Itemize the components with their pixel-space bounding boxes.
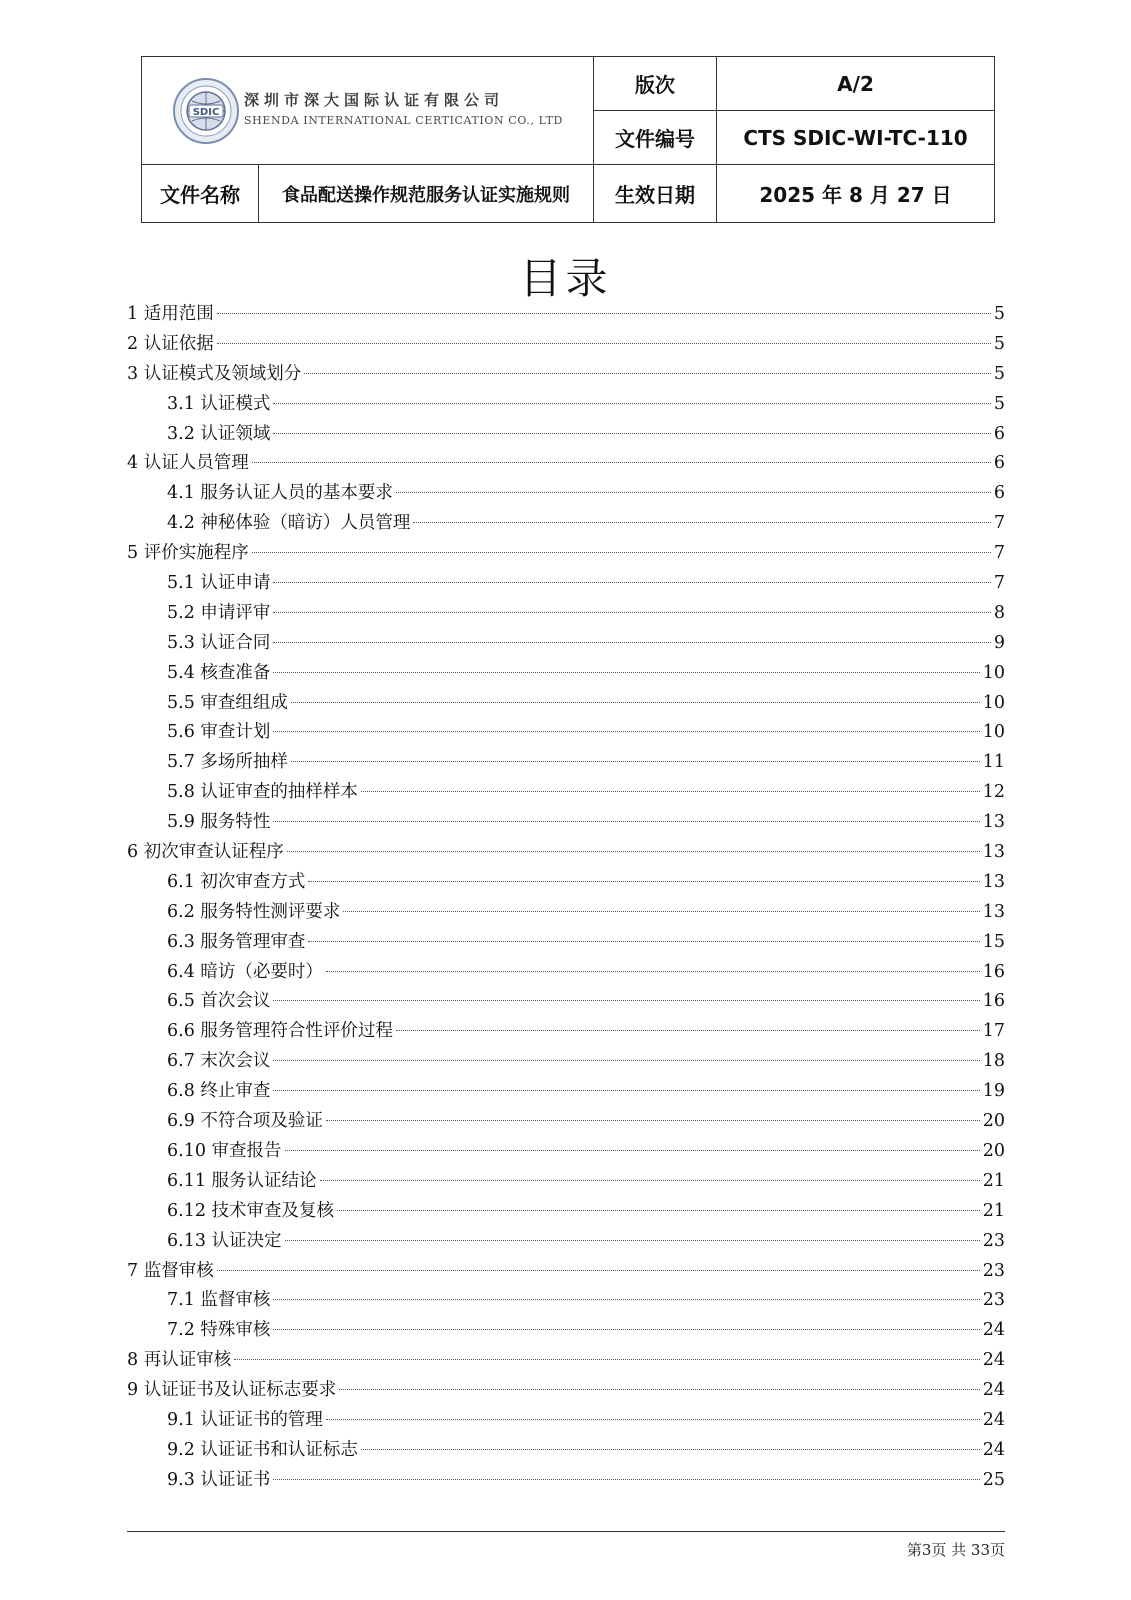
toc-entry-label: 3.2 认证领域	[167, 423, 271, 444]
toc-dot-leader	[217, 313, 991, 314]
toc-entry[interactable]	[127, 569, 1005, 599]
toc-entry-label: 3.1 认证模式	[167, 393, 271, 414]
toc-entry[interactable]	[127, 300, 1005, 330]
company-seal-icon	[172, 77, 240, 145]
toc-dot-leader	[273, 582, 990, 583]
toc-dot-leader	[273, 1060, 979, 1061]
company-name-cn: 深圳市深大国际认证有限公司	[244, 90, 505, 109]
toc-entry[interactable]	[127, 659, 1005, 689]
toc-entry[interactable]	[127, 390, 1005, 420]
toc-entry-label: 6.3 服务管理审查	[167, 931, 306, 952]
doc-no-label: 文件编号	[594, 111, 717, 165]
toc-dot-leader	[291, 702, 980, 703]
toc-entry-label: 1 适用范围	[127, 304, 214, 324]
toc-entry-label: 5.3 认证合同	[167, 632, 271, 653]
toc-entry-label: 6 初次审查认证程序	[127, 842, 284, 863]
footer-divider	[127, 1531, 1005, 1532]
toc-dot-leader	[273, 612, 990, 613]
toc-entry-page: 12	[982, 782, 1005, 803]
toc-entry-page: 16	[982, 961, 1005, 982]
toc-entry[interactable]	[127, 838, 1005, 868]
toc-entry[interactable]	[127, 1436, 1005, 1466]
company-name-en: SHENDA INTERNATIONAL CERTICATION CO., LTD	[244, 113, 563, 127]
company-logo-block	[142, 57, 594, 165]
toc-entry-page: 10	[982, 692, 1005, 713]
toc-entry-label: 6.8 终止审查	[167, 1081, 271, 1102]
toc-entry-label: 6.6 服务管理符合性评价过程	[167, 1021, 393, 1042]
toc-entry-label: 5.7 多场所抽样	[167, 752, 288, 773]
toc-dot-leader	[273, 672, 979, 673]
toc-title: 目录	[519, 254, 612, 303]
toc-entry-page: 21	[982, 1170, 1005, 1191]
toc-entry-label: 5.4 核查准备	[167, 662, 271, 683]
toc-entry[interactable]	[127, 539, 1005, 569]
toc-entry-page: 19	[982, 1081, 1005, 1102]
toc-dot-leader	[252, 462, 991, 463]
toc-entry[interactable]	[127, 987, 1005, 1017]
toc-dot-leader	[291, 761, 980, 762]
effective-date-label: 生效日期	[594, 165, 717, 223]
toc-entry-page: 8	[993, 602, 1005, 623]
logo-text: SDIC	[192, 106, 220, 118]
toc-dot-leader	[273, 433, 990, 434]
toc-dot-leader	[337, 1210, 980, 1211]
toc-entry[interactable]	[127, 1047, 1005, 1077]
toc-entry-page: 21	[982, 1200, 1005, 1221]
toc-entry-label: 6.7 末次会议	[167, 1051, 271, 1072]
toc-dot-leader	[396, 492, 991, 493]
toc-entry-page: 5	[993, 304, 1005, 324]
toc-entry-label: 5 评价实施程序	[127, 543, 249, 564]
version-value: A/2	[717, 57, 995, 111]
toc-entry[interactable]	[127, 898, 1005, 928]
toc-entry-page: 9	[993, 632, 1005, 653]
toc-entry-label: 6.5 首次会议	[167, 991, 271, 1012]
toc-entry-label: 2 认证依据	[127, 333, 214, 354]
toc-entry[interactable]	[127, 1346, 1005, 1376]
toc-dot-leader	[287, 851, 980, 852]
toc-entry-label: 6.4 暗访（必要时）	[167, 961, 323, 982]
toc-entry-page: 6	[993, 483, 1005, 504]
toc-entry[interactable]	[127, 1466, 1005, 1496]
toc-dot-leader	[343, 911, 979, 912]
toc-dot-leader	[361, 1449, 980, 1450]
toc-entry[interactable]	[127, 808, 1005, 838]
toc-entry-label: 7 监督审核	[127, 1260, 214, 1281]
toc-entry-label: 5.1 认证申请	[167, 573, 271, 594]
toc-dot-leader	[273, 642, 990, 643]
toc-entry-label: 6.9 不符合项及验证	[167, 1111, 323, 1132]
toc-entry-page: 20	[982, 1111, 1005, 1132]
toc-entry[interactable]	[127, 1257, 1005, 1287]
toc-dot-leader	[273, 403, 990, 404]
toc-entry-label: 6.10 审查报告	[167, 1140, 282, 1161]
toc-entry-label: 5.2 申请评审	[167, 602, 271, 623]
toc-entry[interactable]	[127, 958, 1005, 988]
toc-entry[interactable]	[127, 420, 1005, 450]
effective-date-value: 2025 年 8 月 27 日	[717, 165, 995, 223]
toc-dot-leader	[273, 731, 979, 732]
toc-entry-page: 15	[982, 931, 1005, 952]
toc-dot-leader	[217, 1270, 980, 1271]
toc-dot-leader	[339, 1389, 980, 1390]
document-header-table	[141, 56, 995, 223]
toc-entry-label: 4 认证人员管理	[127, 453, 249, 474]
toc-entry-page: 24	[982, 1320, 1005, 1341]
toc-entry-page: 10	[982, 662, 1005, 683]
toc-entry-label: 3 认证模式及领域划分	[127, 363, 302, 384]
toc-dot-leader	[273, 1299, 979, 1300]
toc-entry-page: 23	[982, 1260, 1005, 1281]
toc-entry-label: 4.1 服务认证人员的基本要求	[167, 483, 393, 504]
version-label: 版次	[594, 57, 717, 111]
toc-entry-label: 9.3 认证证书	[167, 1469, 271, 1490]
toc-entry[interactable]	[127, 509, 1005, 539]
toc-dot-leader	[285, 1150, 980, 1151]
toc-dot-leader	[326, 971, 980, 972]
toc-entry-page: 6	[993, 423, 1005, 444]
toc-entry[interactable]	[127, 1197, 1005, 1227]
toc-entry-label: 6.1 初次审查方式	[167, 871, 306, 892]
toc-entry-label: 7.1 监督审核	[167, 1290, 271, 1311]
toc-entry-page: 5	[993, 393, 1005, 414]
toc-entry-page: 25	[982, 1469, 1005, 1490]
toc-entry-page: 24	[982, 1439, 1005, 1460]
toc-entry[interactable]	[127, 629, 1005, 659]
toc-entry-label: 7.2 特殊审核	[167, 1320, 271, 1341]
toc-dot-leader	[308, 941, 979, 942]
toc-entry[interactable]	[127, 778, 1005, 808]
toc-entry[interactable]	[127, 748, 1005, 778]
toc-entry-page: 6	[993, 453, 1005, 474]
toc-entry-page: 20	[982, 1140, 1005, 1161]
toc-entry-page: 16	[982, 991, 1005, 1012]
toc-entry[interactable]	[127, 1376, 1005, 1406]
toc-entry[interactable]	[127, 1286, 1005, 1316]
toc-entry-page: 17	[982, 1021, 1005, 1042]
toc-entry[interactable]	[127, 449, 1005, 479]
toc-dot-leader	[273, 1329, 979, 1330]
toc-dot-leader	[308, 881, 979, 882]
toc-entry-page: 24	[982, 1350, 1005, 1371]
toc-dot-leader	[326, 1120, 980, 1121]
toc-entry-label: 9.2 认证证书和认证标志	[167, 1439, 358, 1460]
toc-entry-label: 8 再认证审核	[127, 1350, 232, 1371]
doc-no-value: CTS SDIC-WI-TC-110	[717, 111, 995, 165]
toc-entry-label: 5.6 审查计划	[167, 722, 271, 743]
toc-entry[interactable]	[127, 928, 1005, 958]
toc-dot-leader	[217, 343, 991, 344]
toc-entry-page: 11	[982, 752, 1005, 773]
toc-entry[interactable]	[127, 1227, 1005, 1257]
toc-dot-leader	[396, 1030, 980, 1031]
toc-entry-page: 13	[982, 871, 1005, 892]
toc-entry[interactable]	[127, 1406, 1005, 1436]
toc-entry[interactable]	[127, 1316, 1005, 1346]
toc-entry[interactable]	[127, 1017, 1005, 1047]
doc-name-value: 食品配送操作规范服务认证实施规则	[259, 165, 594, 223]
toc-entry[interactable]	[127, 689, 1005, 719]
toc-entry-page: 5	[993, 333, 1005, 354]
toc-entry[interactable]	[127, 868, 1005, 898]
toc-dot-leader	[413, 522, 990, 523]
toc-entry[interactable]	[127, 1077, 1005, 1107]
toc-entry-label: 5.9 服务特性	[167, 812, 271, 833]
toc-entry-label: 9.1 认证证书的管理	[167, 1409, 323, 1430]
toc-entry-label: 5.5 审查组组成	[167, 692, 288, 713]
toc-dot-leader	[252, 552, 991, 553]
toc-entry-label: 6.13 认证决定	[167, 1230, 282, 1251]
toc-entry-label: 9 认证证书及认证标志要求	[127, 1380, 337, 1401]
toc-entry-page: 18	[982, 1051, 1005, 1072]
toc-dot-leader	[304, 373, 991, 374]
toc-entry[interactable]	[127, 1167, 1005, 1197]
toc-entry-label: 6.2 服务特性测评要求	[167, 901, 341, 922]
toc-dot-leader	[273, 1090, 979, 1091]
toc-dot-leader	[234, 1359, 980, 1360]
toc-entry[interactable]	[127, 599, 1005, 629]
toc-dot-leader	[326, 1419, 980, 1420]
table-of-contents	[127, 300, 1005, 1496]
toc-dot-leader	[285, 1240, 980, 1241]
toc-entry-page: 23	[982, 1230, 1005, 1251]
toc-dot-leader	[361, 791, 980, 792]
toc-entry[interactable]	[127, 330, 1005, 360]
toc-entry-page: 13	[982, 812, 1005, 833]
toc-entry-page: 13	[982, 901, 1005, 922]
toc-entry-page: 24	[982, 1380, 1005, 1401]
toc-entry[interactable]	[127, 1107, 1005, 1137]
toc-dot-leader	[320, 1180, 980, 1181]
toc-entry-page: 7	[993, 543, 1005, 564]
toc-entry[interactable]	[127, 479, 1005, 509]
page-number: 第3页 共 33页	[906, 1541, 1005, 1559]
toc-entry-page: 5	[993, 363, 1005, 384]
toc-dot-leader	[273, 821, 979, 822]
toc-entry-label: 6.11 服务认证结论	[167, 1170, 317, 1191]
doc-name-label: 文件名称	[142, 165, 259, 223]
toc-dot-leader	[273, 1479, 979, 1480]
toc-dot-leader	[273, 1000, 979, 1001]
toc-entry[interactable]	[127, 1137, 1005, 1167]
toc-entry-page: 24	[982, 1409, 1005, 1430]
toc-entry-label: 4.2 神秘体验（暗访）人员管理	[167, 513, 411, 534]
toc-entry-page: 23	[982, 1290, 1005, 1311]
toc-entry-label: 5.8 认证审查的抽样样本	[167, 782, 358, 803]
toc-entry-page: 7	[993, 513, 1005, 534]
toc-entry-page: 7	[993, 573, 1005, 594]
toc-entry-page: 10	[982, 722, 1005, 743]
toc-entry[interactable]	[127, 360, 1005, 390]
toc-entry-label: 6.12 技术审查及复核	[167, 1200, 335, 1221]
toc-entry-page: 13	[982, 842, 1005, 863]
toc-entry[interactable]	[127, 718, 1005, 748]
